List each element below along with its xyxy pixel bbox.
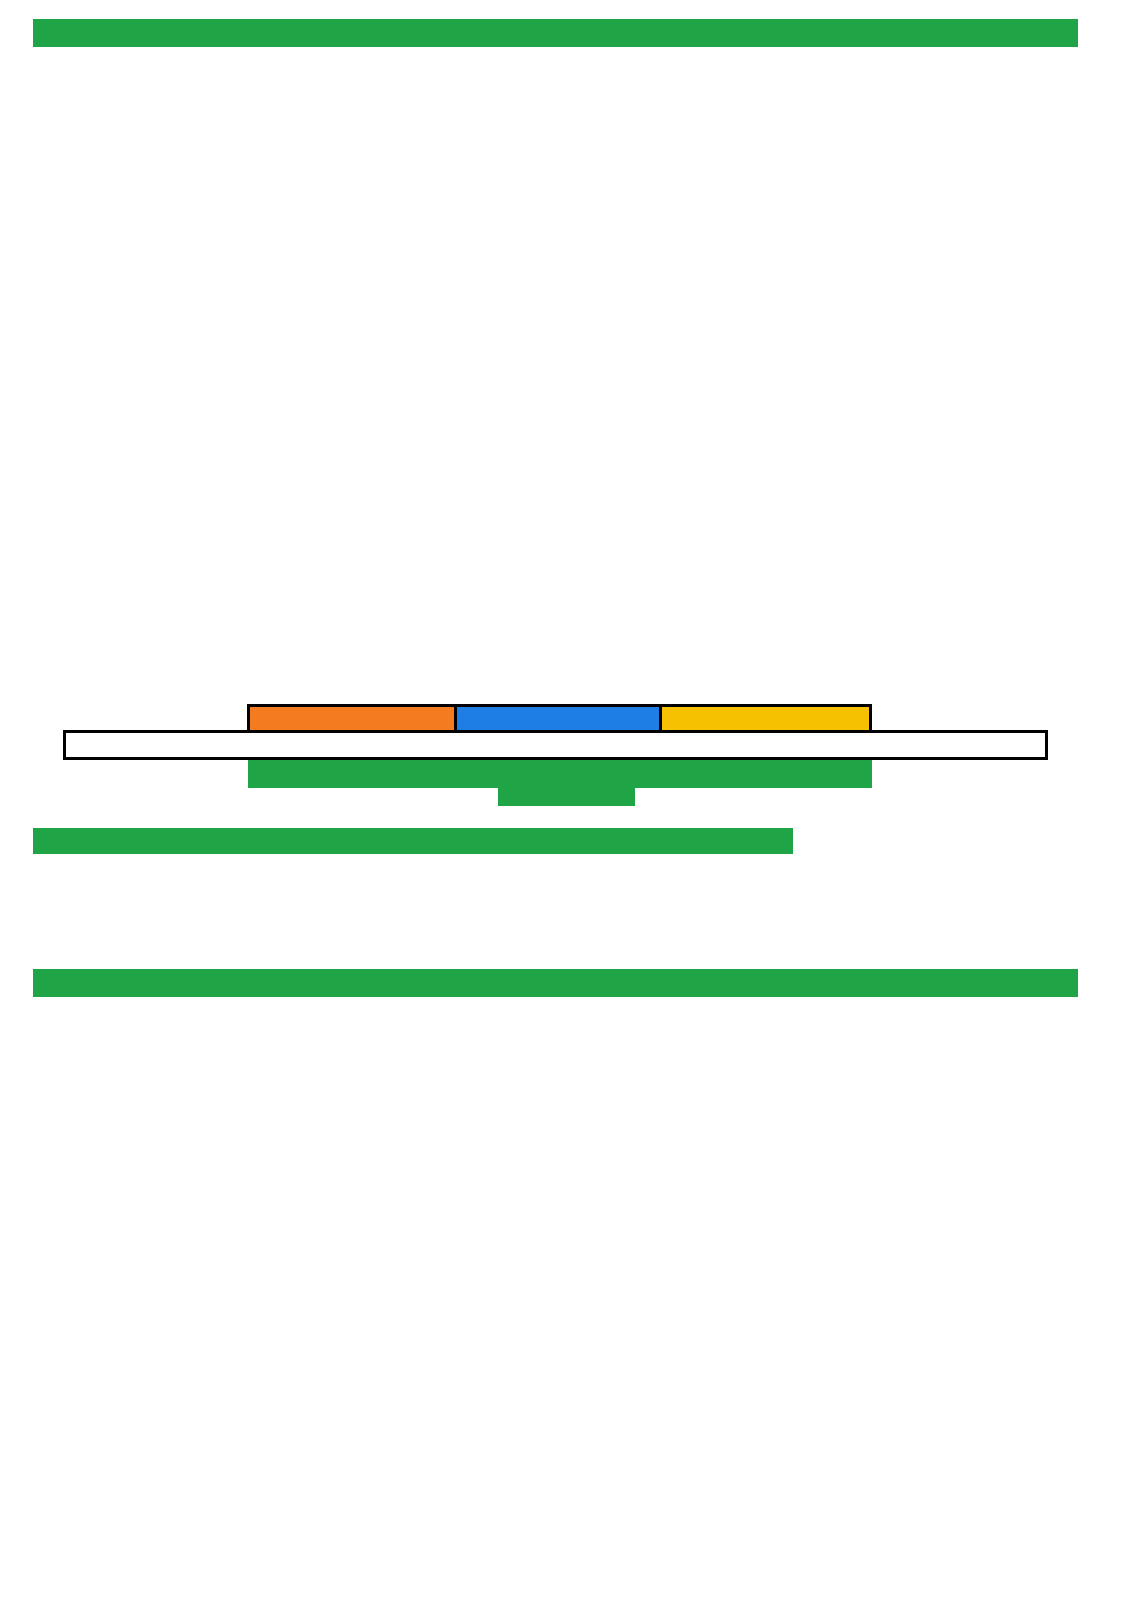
programacion-bar — [33, 19, 1078, 47]
abbreviations-box — [63, 730, 1048, 760]
five-days-badge — [498, 764, 635, 806]
fees-bar — [33, 828, 793, 854]
normativa-bar — [33, 969, 1078, 997]
logo — [800, 815, 1110, 955]
